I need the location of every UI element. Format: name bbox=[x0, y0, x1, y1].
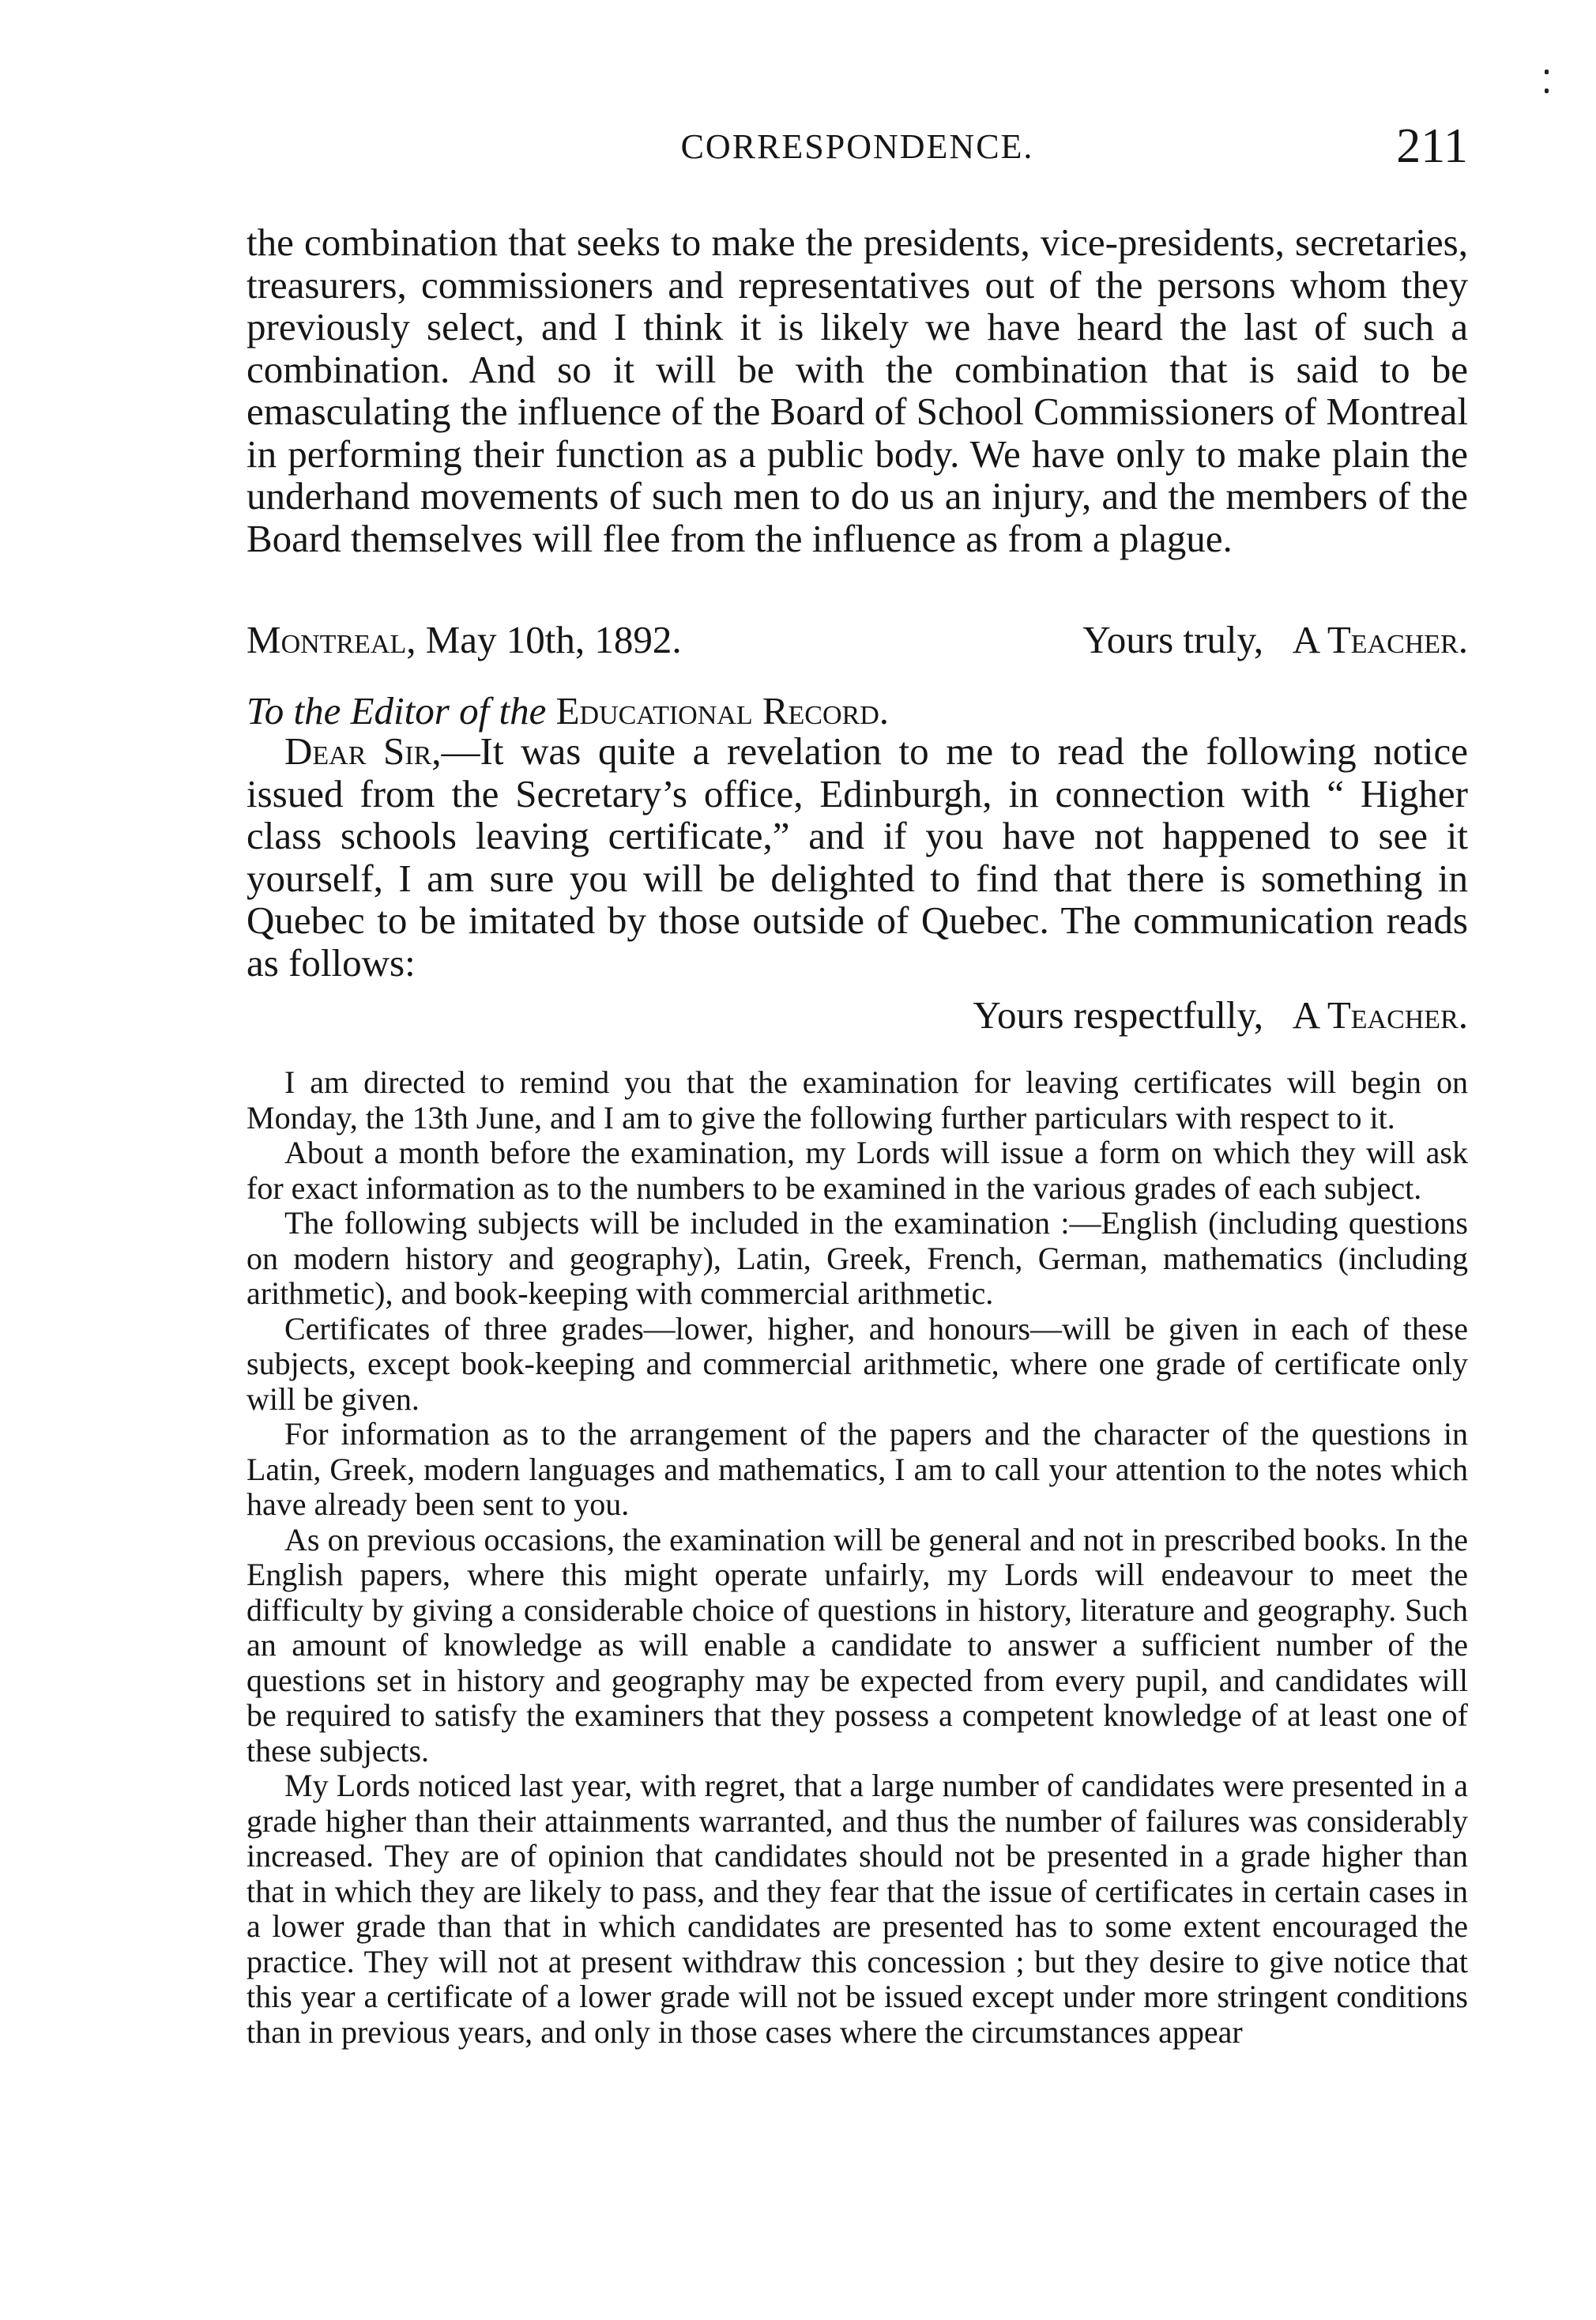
notice-paragraph: I am directed to remind you that the examination for leaving certificates will begin on Monday, the 13th June, and I am to give the following further particulars with respect to it. bbox=[247, 1064, 1468, 1136]
notice-paragraph: The following subjects will be included in the examination :—English (including questions on modern history and geography), Latin, Greek, French, German, mathematics (including arithmetic), and book-keeping with commercial arithmetic. bbox=[247, 1205, 1468, 1311]
date: May 10th, 1892. bbox=[425, 618, 682, 661]
running-header bbox=[247, 119, 1468, 182]
signature: A Teacher. bbox=[1292, 993, 1468, 1037]
addressee-prefix: To the Editor of the bbox=[247, 689, 547, 733]
dateline bbox=[247, 616, 682, 664]
closing: Yours respectfully, bbox=[973, 993, 1264, 1037]
scan-speck bbox=[1545, 89, 1549, 93]
scan-speck bbox=[1545, 70, 1549, 74]
sign-off bbox=[1082, 616, 1468, 664]
letter-2-sign-off bbox=[973, 992, 1468, 1039]
quoted-notice bbox=[247, 1065, 1468, 2050]
letter-2-addressee bbox=[247, 687, 1468, 735]
section-title: CORRESPONDENCE. bbox=[680, 127, 1034, 166]
signature: A Teacher. bbox=[1292, 618, 1468, 661]
page-number: 211 bbox=[1396, 119, 1468, 173]
journal-name: Educational Record. bbox=[555, 689, 890, 733]
notice-paragraph: About a month before the examination, my Lords will issue a form on which they will ask for exact information as to the numbers to be examined in the various grades of each subject. bbox=[247, 1135, 1468, 1206]
letter-1-body bbox=[247, 221, 1468, 559]
letter-1-paragraph: the combination that seeks to make the presidents, vice-presidents, secretaries, treasurers, commissioners and representatives out of the persons whom they previously select, and I think it is likely we have heard the last of such a combination. And so it will be with the combination that is said to be emasculating the influence of the Board of School Commissioners of Montreal in performing their function as a public body. We have only to make plain the underhand movements of such men to do us an injury, and the members of the Board themselves will flee from the influence as from a plague. bbox=[247, 220, 1468, 560]
place: Montreal, bbox=[247, 618, 416, 661]
letter-2-paragraph bbox=[247, 730, 1468, 984]
letter-2-text: —It was quite a revelation to me to read the following notice issued from the Secretary’s office, Edinburgh, in connection with “ Higher class schools leaving certificate,” and if you have not happened to see it yourself, I am sure you will be delighted to find that there is something in Quebec to be imitated by those outside of Quebec. The communication reads as follows: bbox=[247, 729, 1468, 985]
notice-paragraph: My Lords noticed last year, with regret, that a large number of candidates were presented in a grade higher than their attainments warranted, and thus the number of failures was considerably increased. They are of opinion that candidates should not be presented in a grade higher than that in which they are likely to pass, and they fear that the issue of certificates in certain cases in a lower grade than that in which candidates are presented has to some extent encouraged the practice. They will not at present withdraw this concession ; but they desire to give notice that this year a certificate of a lower grade will not be issued except under more stringent conditions than in previous years, and only in those cases where the circumstances appear bbox=[247, 1768, 1468, 2050]
closing: Yours truly, bbox=[1082, 618, 1264, 661]
notice-paragraph: For information as to the arrangement of the papers and the character of the questions in Latin, Greek, modern languages and mathematics, I am to call your attention to the notes which have already been sent to you. bbox=[247, 1416, 1468, 1522]
salutation: Dear Sir, bbox=[284, 729, 442, 773]
notice-paragraph: As on previous occasions, the examination will be general and not in prescribed books. In the English papers, where this might operate unfairly, my Lords will endeavour to meet the difficulty by giving a considerable choice of questions in history, literature and geography. Such an amount of knowledge as will enable a candidate to answer a sufficient number of the questions set in history and geography may be expected from every pupil, and candidates will be required to satisfy the examiners that they possess a competent knowledge of at least one of these subjects. bbox=[247, 1521, 1468, 1768]
notice-paragraph: Certificates of three grades—lower, higher, and honours—will be given in each of these subjects, except book-keeping and commercial arithmetic, where one grade of certificate only will be given. bbox=[247, 1310, 1468, 1417]
letter-2-body bbox=[247, 730, 1468, 984]
